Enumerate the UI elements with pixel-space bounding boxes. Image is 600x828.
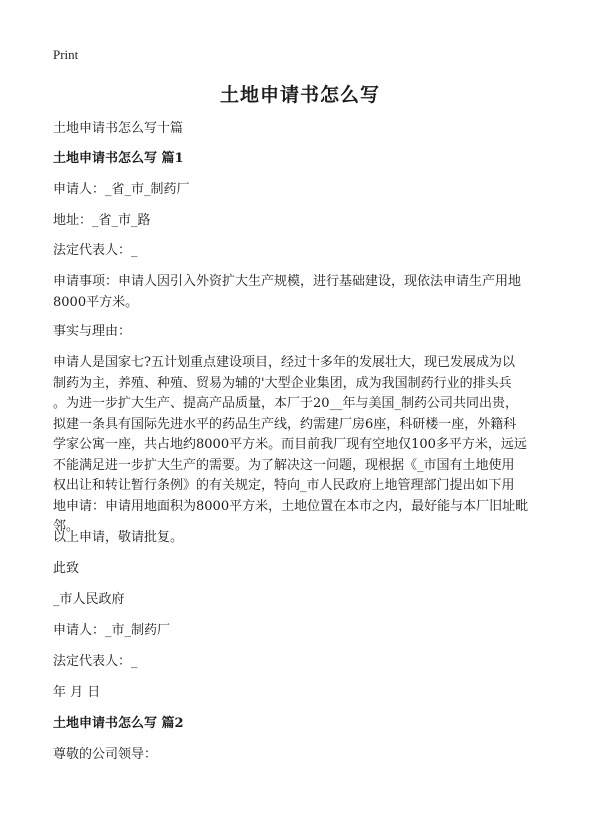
facts-line: 。为进一步扩大生产、提高产品质量，本厂于20__年与美国_制药公司共同出贵， [53, 396, 519, 411]
facts-line: 不能满足进一步扩大生产的需要。为了解决这一问题，现根据《_市国有土地使用 [53, 457, 515, 473]
print-label[interactable]: Print [53, 47, 79, 62]
recipient-line: _市人民政府 [53, 592, 125, 607]
matter-line: 申请事项：申请人因引入外资扩大生产规模，进行基础建设，现依法申请生产用地 [53, 274, 522, 289]
facts-paragraph [53, 353, 549, 538]
salutation-line: 此致 [53, 561, 80, 576]
facts-heading: 事实与理由： [53, 324, 132, 339]
facts-line: 申请人是国家七?五计划重点建设项目，经过十多年的发展壮大，现已发展成为以 [53, 355, 515, 370]
section-heading-2: 土地申请书怎么写 篇2 [53, 716, 184, 731]
matter-paragraph [53, 272, 549, 313]
legal-rep-signature-line: 法定代表人：_ [53, 654, 138, 669]
section-heading-1: 土地申请书怎么写 篇1 [53, 151, 184, 166]
facts-line: 地申请：申请用地面积为8000平方米，土地位置在本市之内，最好能与本厂旧址毗 [53, 498, 529, 514]
document-subtitle: 土地申请书怎么写十篇 [53, 121, 184, 136]
date-line: 年 月 日 [53, 685, 101, 700]
closing-line: 以上申请，敬请批复。 [53, 530, 184, 545]
legal-rep-line: 法定代表人：_ [53, 243, 138, 258]
facts-line: 邻。 [53, 519, 80, 534]
applicant-line: 申请人：_省_市_制药厂 [53, 182, 190, 197]
facts-line: 学家公寓一座，共占地约8000平方米。而目前我厂现有空地仅100多平方米，远远 [53, 437, 527, 452]
facts-line: 权出让和转让暂行条例》的有关规定，特向_市人民政府上地管理部门提出如下用 [53, 478, 515, 493]
greeting-line: 尊敬的公司领导： [53, 747, 158, 762]
address-line: 地址：_省_市_路 [53, 213, 151, 228]
facts-line: 制药为主，养殖、种殖、贸易为辅的'大型企业集团，成为我国制药行业的排头兵 [53, 375, 512, 391]
applicant-signature-line: 申请人：_市_制药厂 [53, 623, 171, 638]
page-title: 土地申请书怎么写 [219, 84, 380, 106]
matter-line: 8000平方米。 [53, 294, 139, 310]
facts-line: 拟建一条具有国际先进水平的药品生产线，约需建厂房6座，科研楼一座，外籍科 [53, 416, 517, 432]
